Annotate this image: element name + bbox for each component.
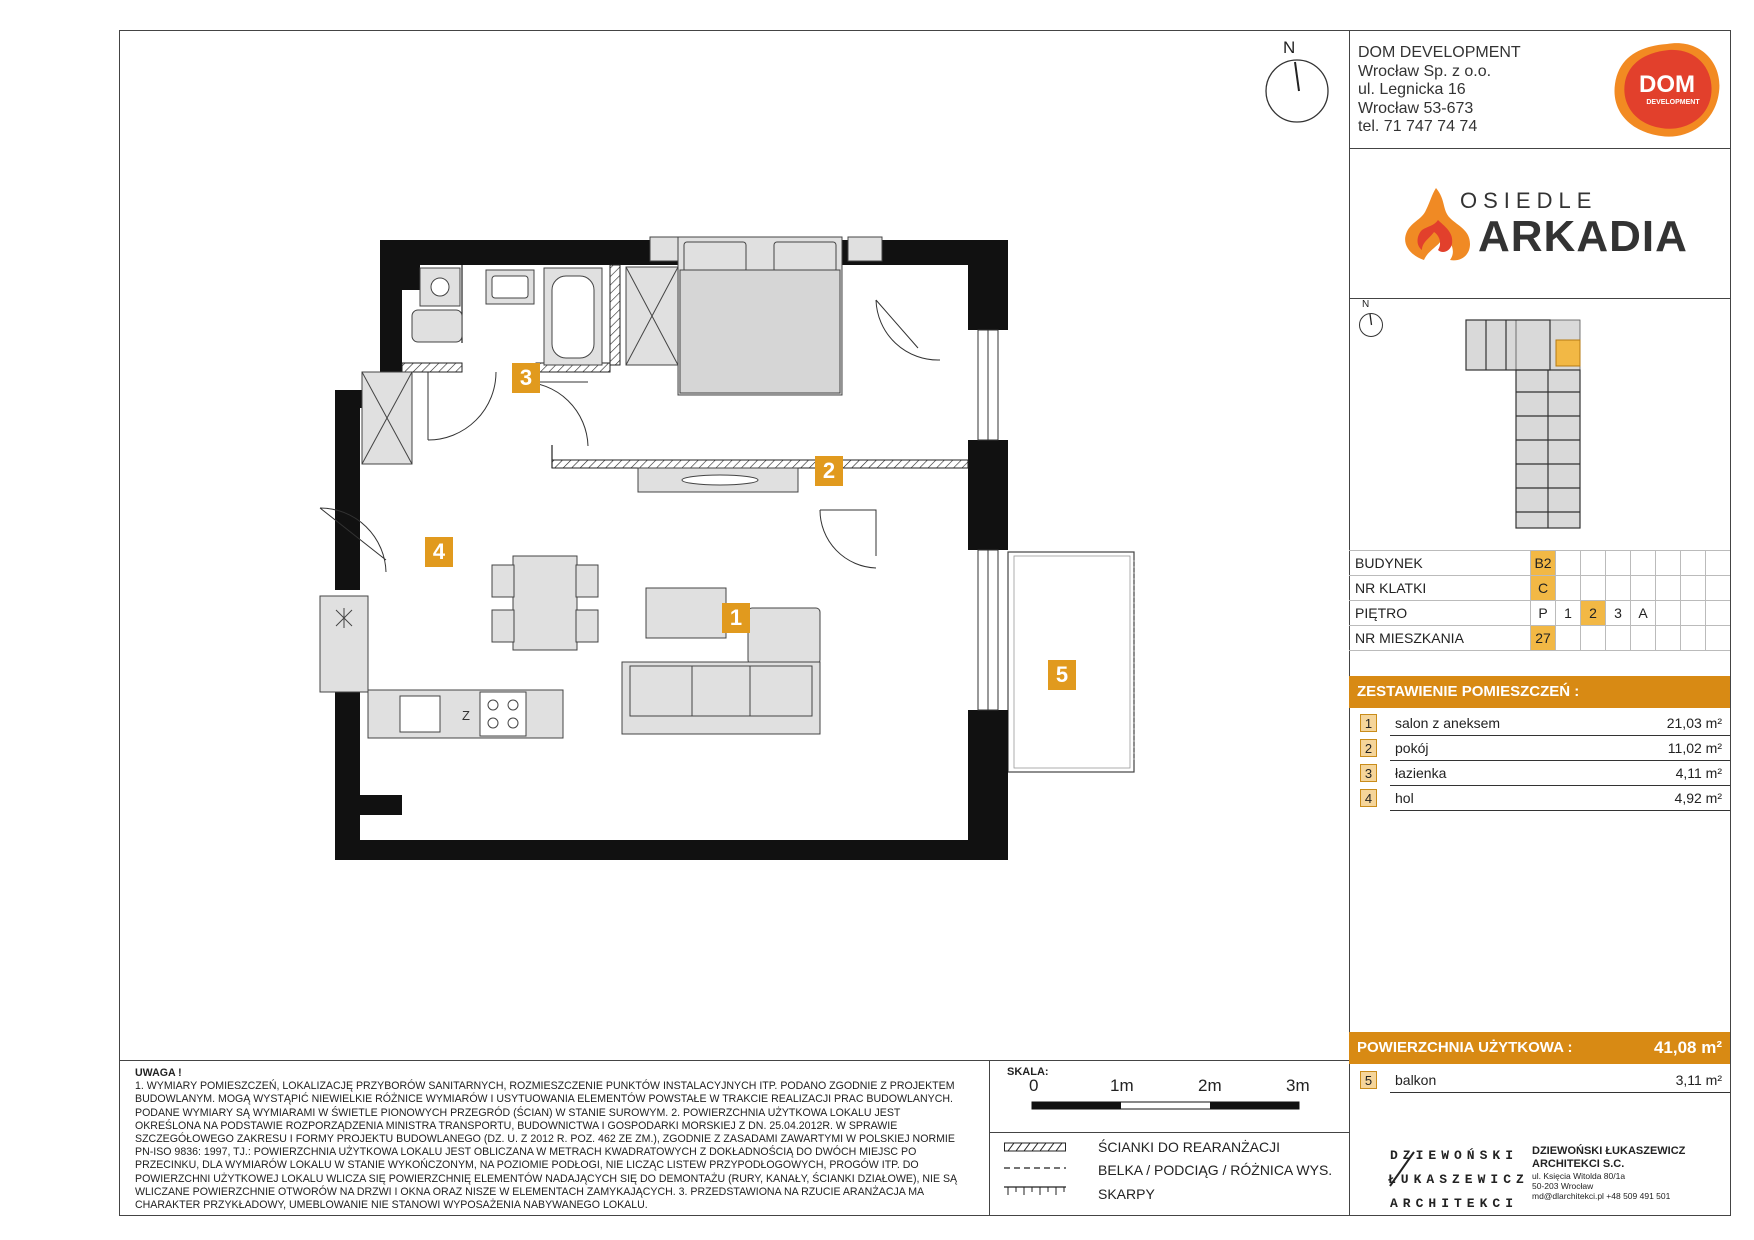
- header-divider-1: [1349, 148, 1731, 149]
- architect-info: DZIEWOŃSKI ŁUKASZEWICZ ARCHITEKCI S.C. ul. Księcia Witolda 80/1a 50-203 Wrocław md@dlarchitekci.pl +48 509 491 501: [1532, 1145, 1686, 1201]
- slope-icon: [1004, 1185, 1066, 1197]
- architect-logo-mark-icon: [1388, 1148, 1418, 1188]
- balcony-row: [1360, 1069, 1730, 1093]
- apartment-info-table: [1349, 550, 1730, 651]
- company-line: Wrocław 53-673: [1358, 99, 1474, 117]
- scale-bar: [1031, 1100, 1301, 1112]
- scale-label: 2m: [1198, 1076, 1222, 1095]
- room-tag: 5: [1048, 660, 1076, 690]
- room-row: [1360, 712, 1730, 736]
- company-line: DOM DEVELOPMENT: [1358, 44, 1521, 61]
- room-area: 3,11 m²: [1675, 1072, 1722, 1088]
- footer-divider: [119, 1060, 1349, 1061]
- room-row: [1360, 737, 1730, 761]
- legend-item: BELKA / PODCIĄG / RÓŻNICA WYS.: [1098, 1162, 1333, 1178]
- room-number: 3: [1360, 764, 1377, 782]
- room-name: łazienka: [1395, 765, 1447, 781]
- svg-text:DEVELOPMENT: DEVELOPMENT: [1646, 99, 1700, 106]
- rooms-header: ZESTAWIENIE POMIESZCZEŃ :: [1349, 676, 1730, 708]
- project-name: ARKADIA: [1478, 212, 1688, 261]
- hatch-wall-icon: [1004, 1141, 1066, 1153]
- svg-text:DOM: DOM: [1639, 71, 1695, 98]
- notes-block: [135, 1067, 965, 1212]
- north-arrow-icon: [1264, 58, 1330, 124]
- room-row: [1360, 762, 1730, 786]
- legend-item: SKARPY: [1098, 1186, 1155, 1202]
- mini-north-arrow-icon: [1358, 312, 1384, 338]
- company-line: Wrocław Sp. z o.o.: [1358, 62, 1492, 80]
- room-number: 2: [1360, 739, 1377, 757]
- company-line: tel. 71 747 74 74: [1358, 118, 1478, 135]
- total-area-label: POWIERZCHNIA UŻYTKOWA :: [1357, 1039, 1573, 1056]
- info-row-mieszkanie: NR MIESZKANIA 27: [1349, 626, 1730, 651]
- scale-label: 1m: [1110, 1076, 1134, 1095]
- highlighted-apartment: [1556, 340, 1580, 366]
- room-tag: 4: [425, 537, 453, 567]
- room-row: [1360, 787, 1730, 811]
- room-tag: 3: [512, 363, 540, 393]
- mini-compass-label: N: [1362, 299, 1370, 310]
- notes-text: 1. WYMIARY POMIESZCZEŃ, LOKALIZACJĘ PRZYBORÓW SANITARNYCH, ROZMIESZCZENIE PUNKTÓW INSTALACYJNYCH ITP. PODANO ZGODNIE Z PROJEKTEM BUDOWLANYM. MOGĄ WYSTĄPIĆ NIEWIELKIE RÓŻNICE WYMIARÓW I USYTUOWANIA ELEMENTÓW POWSTAŁE W TRAKCIE REALIZACJI PRAC BUDOWLANYCH. PODANE WYMIARY SĄ WYMIARAMI W ŚWIETLE PIONOWYCH PRZEGRÓD (ŚCIAN) W STANIE SUROWYM. 2. POWIERZCHNIA UŻYTKOWA LOKALU JEST OKREŚLONA NA PODSTAWIE ROZPORZĄDZENIA MINISTRA TRANSPORTU, BUDOWNICTWA I GOSPODARKI MORSKIEJ Z DN. 25.04.2012R. W SPRAWIE SZCZEGÓŁOWEGO ZAKRESU I FORMY PROJEKTU BUDOWLANEGO (DZ. U. Z 2012 R. POZ. 462 ZE ZM.), ZGODNIE Z ZASADAMI ZAWARTYMI W POLSKIEJ NORMIE PN-ISO 9836: 1997, TJ.: POWIERZCHNIA UŻYTKOWA LOKALU JEST OBLICZANA W METRACH KWADRATOWYCH Z DOKŁADNOŚCIĄ DO DWÓCH MIEJSC PO PRZECINKU, DLA WYMIARÓW LOKALU W STANIE WYKOŃCZONYM, NA POZIOMIE PODŁOGI, NIE LICZĄC LISTEW PRZYPODŁOGOWYCH, PROGÓW ITP. DO POWIERZCHNI UŻYTKOWEJ LOKALU WLICZA SIĘ POWIERZCHNIĘ ELEMENTÓW NADAJĄCYCH SIĘ DO DEMONTAŻU (RURY, KANAŁY, ŚCIANKI DZIAŁOWE), NIE SĄ WLICZANE POWIERZCHNIE OTWORÓW NA DRZWI I OKNA ORAZ NISZE W ELEMENTACH ZAMYKAJĄCYCH. 3. PRZEDSTAWIONA NA RZUCIE ARANŻACJA MA CHARAKTER PRZYKŁADOWY, UMEBLOWANIE NIE STANOWI WYPOSAŻENIA NABYWANEGO LOKALU.: [135, 1080, 958, 1212]
- room-name: salon z aneksem: [1395, 715, 1501, 731]
- scale-divider: [989, 1132, 1349, 1133]
- header-divider-2: [1349, 298, 1731, 299]
- legend-item: ŚCIANKI DO REARANŻACJI: [1098, 1139, 1281, 1155]
- total-area-value: 41,08 m²: [1653, 1038, 1722, 1057]
- scale-label: 3m: [1286, 1076, 1310, 1095]
- room-name: hol: [1395, 790, 1414, 806]
- total-area-bar: [1349, 1032, 1730, 1064]
- info-row-budynek: BUDYNEK B2: [1349, 551, 1730, 576]
- info-row-klatka: NR KLATKI C: [1349, 576, 1730, 601]
- room-number: 5: [1360, 1071, 1377, 1089]
- room-number: 1: [1360, 714, 1377, 732]
- room-area: 21,03 m²: [1666, 715, 1722, 731]
- dom-development-logo: [1611, 40, 1723, 140]
- room-tag: 1: [722, 603, 750, 633]
- room-name: balkon: [1395, 1072, 1437, 1088]
- svg-text:Z: Z: [462, 708, 470, 723]
- room-area: 11,02 m²: [1667, 740, 1722, 756]
- room-area: 4,92 m²: [1674, 790, 1722, 806]
- room-tag: 2: [815, 456, 843, 486]
- building-key-plan: [1456, 312, 1606, 534]
- company-line: ul. Legnicka 16: [1358, 81, 1466, 98]
- scale-title: SKALA:: [1007, 1066, 1049, 1078]
- room-name: pokój: [1395, 740, 1429, 756]
- company-info: [1358, 44, 1521, 137]
- room-number: 4: [1360, 789, 1377, 807]
- notes-title: UWAGA !: [135, 1067, 182, 1079]
- scale-label: 0: [1029, 1076, 1039, 1095]
- architect-logo: DZIEWOŃSKI ŁUKASZEWICZ ARCHITEKCI: [1388, 1148, 1529, 1211]
- room-area: 4,11 m²: [1675, 765, 1722, 781]
- dashed-line-icon: [1004, 1163, 1066, 1173]
- compass-label: N: [1283, 38, 1296, 57]
- project-prefix: OSIEDLE: [1460, 188, 1598, 213]
- info-row-pietro: PIĘTRO P 1 2 3 A: [1349, 601, 1730, 626]
- notes-divider: [989, 1060, 990, 1216]
